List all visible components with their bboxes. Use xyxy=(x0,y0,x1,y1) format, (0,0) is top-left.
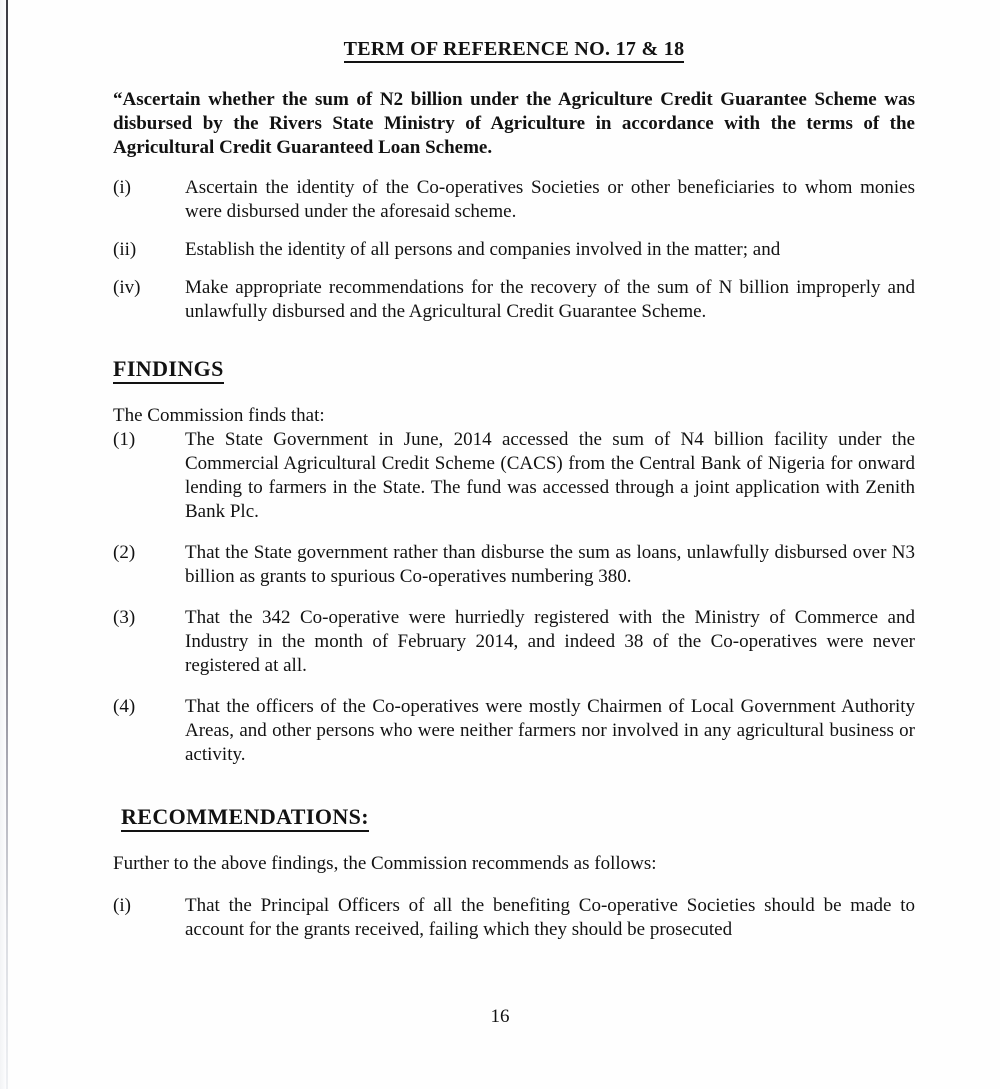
finding-1-text: The State Government in June, 2014 accessed the sum of N4 billion facility under the Commercial Agricultural Credit Scheme (CACS) from the Central Bank of Nigeria for onward lending to farmers in the State. The fund was accessed through a joint application with Zenith Bank Plc. xyxy=(185,429,915,522)
finding-2-label: (2) xyxy=(113,542,136,563)
page-number: 16 xyxy=(490,1006,510,1027)
tor-item-i xyxy=(113,176,915,224)
tor-item-iv-text: Make appropriate recommendations for the recovery of the sum of N billion improperly and unlawfully disbursed and the Agricultural Credit Guarantee Scheme. xyxy=(185,277,915,322)
finding-4 xyxy=(113,695,915,767)
page-title xyxy=(113,36,915,62)
recommendations-heading xyxy=(121,804,915,830)
tor-item-ii-text: Establish the identity of all persons and companies involved in the matter; and xyxy=(185,239,781,260)
recommendations-lead: Further to the above findings, the Commission recommends as follows: xyxy=(113,853,657,874)
recommendations-heading-text: RECOMMENDATIONS: xyxy=(121,804,369,832)
tor-item-iv xyxy=(113,276,915,324)
finding-4-text: That the officers of the Co-operatives were mostly Chairmen of Local Government Authority Areas, and other persons who were neither farmers nor involved in any agricultural business or activity. xyxy=(185,696,915,765)
finding-1 xyxy=(113,428,915,524)
tor-item-i-text: Ascertain the identity of the Co-operatives Societies or other beneficiaries to whom monies were disbursed under the aforesaid scheme. xyxy=(185,177,915,222)
finding-1-label: (1) xyxy=(113,429,136,450)
findings-heading-text: FINDINGS xyxy=(113,356,224,384)
page-title-text: TERM OF REFERENCE NO. 17 & 18 xyxy=(344,38,685,63)
finding-3-text: That the 342 Co-operative were hurriedly registered with the Ministry of Commerce and Industry in the month of February 2014, and indeed 38 of the Co-operatives were never registered at all. xyxy=(185,607,915,676)
tor-item-ii xyxy=(113,238,915,262)
finding-2-text: That the State government rather than disburse the sum as loans, unlawfully disbursed over N3 billion as grants to spurious Co-operatives numbering 380. xyxy=(185,542,915,587)
findings-section xyxy=(113,404,915,767)
intro-paragraph: “Ascertain whether the sum of N2 billion under the Agriculture Credit Guarantee Scheme was disbursed by the Rivers State Ministry of Agriculture in accordance with the terms of the Agricultural Credit Guaranteed Loan Scheme. xyxy=(113,89,915,158)
recommendation-i-text: That the Principal Officers of all the benefiting Co-operative Societies should be made to account for the grants received, failing which they should be prosecuted xyxy=(185,895,915,940)
finding-2 xyxy=(113,541,915,589)
spacer xyxy=(113,784,915,804)
tor-item-i-label: (i) xyxy=(113,177,131,198)
tor-item-iv-label: (iv) xyxy=(113,277,141,298)
findings-heading xyxy=(113,356,915,382)
finding-3 xyxy=(113,606,915,678)
findings-lead: The Commission finds that: xyxy=(113,405,325,426)
tor-item-ii-label: (ii) xyxy=(113,239,137,260)
recommendation-i xyxy=(113,894,915,942)
finding-3-label: (3) xyxy=(113,607,136,628)
spacer xyxy=(113,338,915,356)
recommendation-i-label: (i) xyxy=(113,895,131,916)
finding-4-label: (4) xyxy=(113,696,136,717)
